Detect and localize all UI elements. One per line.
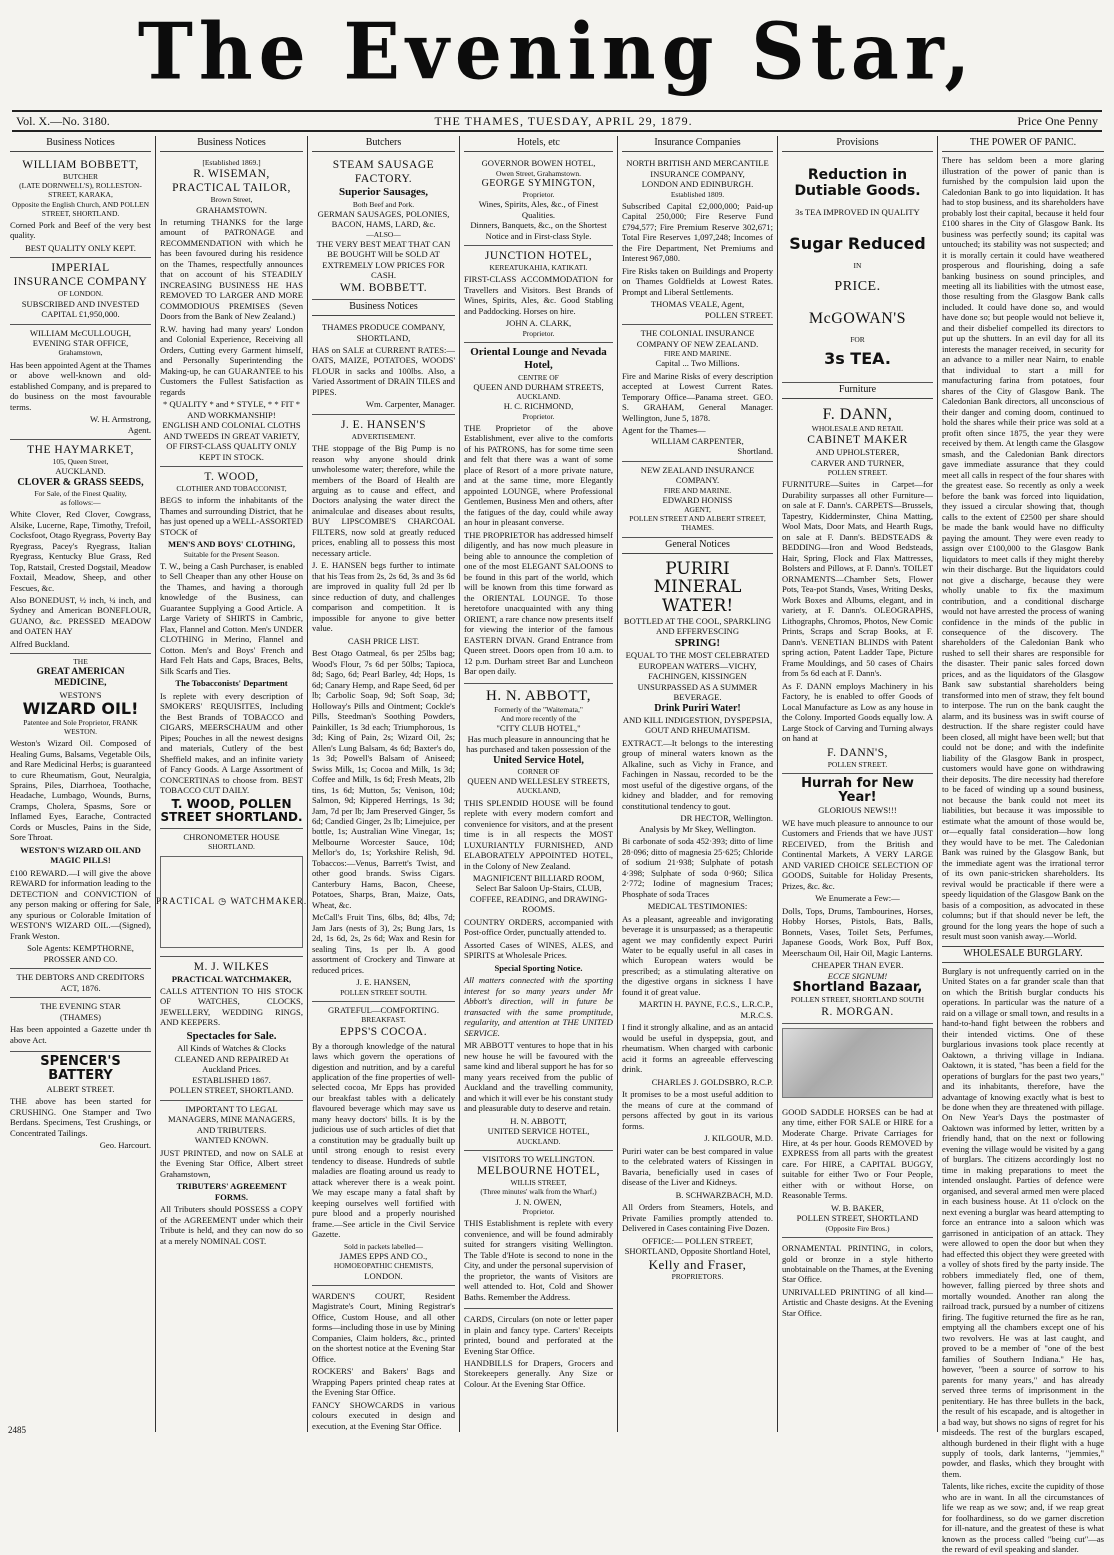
ad-spencer <box>10 1052 151 1155</box>
ad-line: as follows:— <box>60 497 101 507</box>
ad-signature: WM. BOBBETT. <box>339 281 428 294</box>
ad-title: THE HAYMARKET, <box>27 444 134 456</box>
price: Price One Penny <box>1017 113 1098 128</box>
ad-line: And more recently of the <box>500 714 577 724</box>
ad-body: All Tributers should POSSESS a COPY of the AGREEMENT under which their Tribute is held, and they can now do so at a merely NOMINAL COST. <box>160 1204 303 1246</box>
ad-line: (THAMES) <box>59 1011 102 1022</box>
ad-line: Proprietor. <box>522 1207 555 1217</box>
ad-body: All matters connected with the sporting interest for so many years under Mr Abbott's direction, will in future be transacted with the same promptitude, regularity, and attention at THE UNITED SERVICE. <box>464 975 613 1038</box>
ad-line: PROPRIETORS. <box>671 1272 724 1282</box>
article-body: There has seldom been a more glaring illustration of the power of panic than is furnished by the compulsion laid upon the Caledonian Bank to go into liquidation. It has had to stop business, and its shareholders have probably lost their capital, because it held four £100 shares in the City of Glasgow Bank. Its business was perfectly sound; its capital was untouched; its stability was not suspected; and it is morally certain it could have weathered prosperous and flourishing, doing a safe banking business on sound principles, and meeting all its liabilities with the utmost ease, those resulting from the Glasgow Bank calls included. It could have done so, and would have done so; but people would not believe it, and their disbelief compelled its directors to put up the shutters. In an evil day for all its interests the manager received, in security for an advance to a miller near Nairn, to enable that individual to start a mill for manufacturing farina from potatoes, four shares of the City of Glasgow Bank. The Caledonian Bank directors, all unconscious of their danger and coming doom, continued to hold the shares while their price was sold at a profit often since 1875, the year they were received by them. At length came the Glasgow smash, and the Caledonian Bank directors gave immediate assurance that they could meet all calls in respect of the four shares with the greatest ease. So recently as only a week before the bank was forced into liquidation, they issued a circular showing that, though calls to the extent of £2500 per share should be made the bank would have no difficulty paying the amount. They were even ready to assign over £100,000 to the Glasgow Bank liquidators to meet calls if they might thereby win their discharge. But the liquidators could not give a discharge, because they were wholly unable to fix the maximum contribution, and a conditional discharge would not have arrested the process of waning confidence in the minds of the public in consequence of the discovery. The shareholders of the Caledonian Bank who rushed to sell their shares are responsible for the disaster. Their panic sales forced down prices, and as the liquidators of the Glasgow Bank saw substantial shareholders being transformed into men of straw, they felt bound to interpose. The run on the bank caught the alarm, and its business was in swift course of destruction. If the share register could have been closed, all might have been well; but that could not be done; and with the indefinite liability of the Glasgow Bank in prospect, customers would have gone on withdrawing their deposits. The dire necessity had therefore to be faced of winding up a sound business, not because the bank could not meet its liabilities, but because it was impossible to estimate what the amount of those would be, or—equally fatal consideration—how long they would have to be met. The Caledonian Bank was ruined by the Glasgow Bank, but the immediate agent was the irrational terror of its own panic-stricken shareholders. Its revival would be practicable if there were a speedy liquidation of the Glasgow Bank on the basis of a composition, as advocated in these columns; but if that should never be left, the ground for the long years the hope of such a result must soon vanish away.—World. <box>942 155 1104 942</box>
ad-line: AND UPHOLSTERER, <box>815 447 900 458</box>
ad-title: WIZARD OIL! <box>22 699 139 719</box>
ad-signature: R. MORGAN. <box>821 1005 894 1018</box>
place-date: THE THAMES, TUESDAY, APRIL 29, 1879. <box>434 113 693 128</box>
ad-line: HOMOEOPATHIC CHEMISTS, <box>333 1261 434 1271</box>
ad-title: T. WOOD, <box>204 471 259 484</box>
ad-signature: CHARLES J. GOLDSBRO, R.C.P. <box>651 1076 773 1087</box>
ad-heading: MAGNIFICENT BILLIARD ROOM, <box>472 873 605 883</box>
ad-heading: SPRING! <box>674 636 721 649</box>
ad-new-year <box>782 774 933 1024</box>
ad-line: POLLEN STREET, SHORTLAND SOUTH <box>790 995 925 1005</box>
ad-line: GRAHAMSTOWN. <box>196 204 267 215</box>
ad-title: NORTH BRITISH AND MERCANTILE INSURANCE COMPANY, <box>626 158 769 179</box>
ad-hansen <box>312 415 455 1002</box>
ad-body: THE Proprietor of the above Establishment, ever alive to the comforts of his PATRONS, has for some time seen and felt that there was a want of some place of Resort of a more private nature, and at the same time, more Elegantly appointed LOUNGE, where Professional Gentlemen, Business Men and others, after the fatigues of the day, could while away an hour in pleasant converse. <box>464 423 613 528</box>
ad-signature: H. C. RICHMOND, <box>503 401 574 412</box>
article-title: WHOLESALE BURGLARY. <box>942 946 1104 963</box>
ad-imperial <box>10 258 151 324</box>
ad-north-british <box>622 155 773 325</box>
ad-body: WE have much pleasure to announce to our Customers and Friends that we have JUST RECEIVED, from the British and Continental Markets, A VERY LARGE AND VARIED CHOICE SELECTION OF GOODS, Suitable for Holiday Presents, Prizes, &c. &c. <box>782 817 933 891</box>
ad-body: White Clover, Red Clover, Cowgrass, Alsike, Lucerne, Rape, Timothy, Trefoil, Cocksfoot, Otago Ryegrass, Poverty Bay Ryegrass, Pacey's Ryegrass, Italian Ryegrass, Kentucky Blue Grass, Red Top, Ratstail, Crested Dogstail, Meadow Foxtail, Meadow, Sheep, and other Fescues, &c. <box>10 509 151 593</box>
ad-body: MR ABBOTT ventures to hope that in his new house he will be favoured with the same kind and liberal support he has for so many years received from the public of Auckland and the travelling community, and which it will ever be his constant study and pleasurable duty to deserve and retain. <box>464 1040 613 1114</box>
horse-carriage-illustration <box>782 1028 933 1098</box>
ad-heading: * QUALITY * and * STYLE, * * FIT * AND WORKMANSHIP! <box>162 399 300 420</box>
ad-line: AUCKLAND. <box>516 1136 561 1146</box>
ad-line: Capital ... Two Millions. <box>655 358 740 369</box>
ad-body: Fire Risks taken on Buildings and Property on Thames Goldfields at Lowest Rates. Prompt and Liberal Settlements. <box>622 265 773 297</box>
ad-body: FURNITURE—Suites in Carpet—for Durability surpasses all other Furniture—on sale at F. Dann's. CARPETS—Brussels, Tapestry, Kidderminster, China Matting, Wool Mats, Door Mats, and Hearth Rugs, on sale at F. Dann's. BEDSTEADS & BEDDING—Iron and Wood Bedsteads, Hair, Spring, Flock and Flax Mattresses, Bolsters and Pillows, at F. Dann's. TOILET ORNAMENTS—Chamber Sets, Flower Pots, Tea-pot Stands, Vases, Writing Desks, Work Boxes and Albums, elegant, and in variety, at F. Dann's. OLEOGRAPHS, Lithographs, Chromos, Photos, New Comic Prints, Scraps and Scrap Books, at F. Dann's. VENETIAN BLINDS with Patent spring action, Patent Ladder Tape, Picture Frame Mouldings, and 50 cases of Chairs from 5s 6d each at F. Dann's. <box>782 479 933 679</box>
ad-line: Proprietor. <box>522 328 555 338</box>
ad-signature: Agent. <box>127 424 151 435</box>
ad-body: McCall's Fruit Tins, 6lbs, 8d; 4lbs, 7d; Jam Jars (nests of 3), 2s; Bung Jars, 1s 2d, 1s 6d, 2s, 2s 6d; Wax and Resin for sealing Tins, 1s per lb. A good assortment of Crockery and Tinware at reduced prices. <box>312 912 455 975</box>
ad-signature: JAMES EPPS AND CO., <box>339 1250 428 1261</box>
ad-body: FIRST-CLASS ACCOMMODATION for Travellers and Visitors. Best Brands of Wines, Spirits, Ales, &c. Good Stabling and Paddocking. Horses on hire. <box>464 274 613 316</box>
ad-line: CORNER OF <box>517 766 560 776</box>
ad-line: For Sale, of the Finest Quality, <box>34 488 127 498</box>
ad-title: THE DEBTORS AND CREDITORS <box>16 972 145 983</box>
section-heading: Provisions <box>782 136 933 152</box>
ad-line: EVENING STAR OFFICE, <box>32 337 129 348</box>
ad-line: Both Beef and Pork. <box>352 199 415 209</box>
ad-body: T. W., being a Cash Purchaser, is enabled to Sell Cheaper than any other House on the Thames, and having a thorough knowledge of the Business, can Guarantee Supplying a Good Article. A Large Variety of SHIRTS in Cambric, Flax, Flannel and Cotton. Men's UNDER CLOTHING in Merino, Flannel and Cotton. Men's and Boys' French and Hard Felt Hats and Caps, Braces, Belts, Silk Scarfs and Ties. <box>160 560 303 676</box>
ad-title: GEORGE SYMINGTON, <box>481 177 596 189</box>
column-6 <box>778 136 938 1432</box>
ad-body: By a thorough knowledge of the natural laws which govern the operations of digestion and nutrition, and by a careful application of the fine properties of well-selected cocoa, Mr Epps has provided our breakfast tables with a delicately flavoured beverage which may save us many heavy doctors' bills. It is by the judicious use of such articles of diet that a constitution may be gradually built up until strong enough to resist every tendency to disease. Hundreds of subtle maladies are floating around us ready to attack wherever there is a weak point. We may escape many a fatal shaft by keeping ourselves well fortified with pure blood and a properly nourished frame.—See article in the Civil Service Gazette. <box>312 1040 455 1240</box>
ad-line: WILLIS STREET, <box>510 1178 567 1188</box>
ad-heading: Spectacles for Sale. <box>186 1029 277 1042</box>
ad-body: GOOD SADDLE HORSES can be had at any time, either FOR SALE or HIRE for a Moderate Charge. Private Carriages for Hire, at 4s per hour. Goods REMOVED by EXPRESS from all parts with the greatest care. For HIRE, a CAPITAL BUGGY, suitable for either Two or Four People, either with or without Horse, on Reasonable Terms. <box>782 1106 933 1201</box>
ad-heading: Drink Puriri Water! <box>654 702 741 714</box>
ad-signature: J. N. OWEN, <box>515 1196 562 1207</box>
ad-heading: TRIBUTERS' AGREEMENT FORMS. <box>176 1181 287 1202</box>
ad-new-zealand-insurance <box>622 462 773 538</box>
ad-title: CHRONOMETER HOUSE <box>183 831 280 842</box>
ad-body: Also BONEDUST, ½ inch, ¼ inch, and Sydney and American BONEFLOUR, GUANO, &c. PRESSED MEADOW and OATEN HAY <box>10 594 151 637</box>
ad-body: Best Otago Oatmeal, 6s per 25lbs bag; Wood's Flour, 7s 6d per 50lbs; Tapioca, 8d; Sago, 6d; Pearl Barley, 4d; Hops, 1s 6d; Canary Hemp, and Rape Seed, 6d per lb; Carbolic Soap, 9d; Soft Soap, 3d; Holloway's Pills and Ointment; Cockle's Pills, Steedman's Soothing Powders, Painkiller, 1s 3d each; Triumphorous, 1s 3d; King of Pain, 2s; Wizard Oil, 2s; Allen's Lung Balsam, 4s 6d; Baxter's do, 1s 3d; Powell's Balsam of Aniseed; Swiss Milk, 1s; Cocoa and Milk, 1s 3d; Coffee and Milk, 1s 6d; Fresh Meats, 2lb tins, 1s 6d; Mutton, 5s; Venison, 10d; Salmon, 9d; Kippered Herrings, 1s 3d; Jam, 7d per lb; Jam Preserved Ginger, 5s 6d; Candied Ginger, 2s lb; Limejuice, per bottle, 1s; Australian Wine Vinegar, 1s; Melbourne Worcester Sauce, 10d; Mellor's do, 1s; Yorkshire Relish, 9d. Tobaccos:—Venus, Barrett's Twist, and other good brands. Swiss Cigars. Canterbury Hams, Bacon, Cheese, Potatoes, Sharps, Bran, Maize, Oats, Wheat, &c. <box>312 648 455 910</box>
ad-line: "CITY CLUB HOTEL," <box>496 723 581 734</box>
ad-line: OFFICE:— POLLEN STREET, SHORTLAND, Opposite Shortland Hotel, <box>624 1235 771 1257</box>
ad-line: GRATEFUL—COMFORTING. <box>328 1004 439 1015</box>
ad-oriental-lounge <box>464 343 613 684</box>
ad-body: HANDBILLS for Drapers, Grocers and Storekeepers generally. Any Size or Colour. At the Evening Star Office. <box>464 1357 613 1389</box>
ad-line: AUCKLAND. <box>55 466 106 477</box>
ad-printing <box>312 1286 455 1437</box>
ad-title: Oriental Lounge and Nevada Hotel, <box>470 345 607 372</box>
column-7 <box>938 136 1108 1555</box>
ad-line: Patentee and Sole Proprietor, FRANK WESTON. <box>23 717 138 736</box>
ad-line: (Opposite Fire Bros.) <box>825 1223 890 1233</box>
volume-number: Vol. X.—No. 3180. <box>16 113 110 128</box>
ad-wizard-oil <box>10 654 151 969</box>
section-heading: Furniture <box>782 383 933 399</box>
ad-body: Is replete with every description of SMOKERS' REQUISITES, Including the Best Brands of TOBACCO and CIGARS, MEERSCHAUM and other Pipes; Pouches in all the newest designs and materials, Cutlery of the best Sheffield makes, and an infinite variety of Fancy Goods. A Large Assortment of CONCERTINAS to choose from. BEST TOBACCO CUT DAILY. <box>160 690 303 796</box>
ad-body: BEGS to inform the inhabitants of the Thames and surrounding District, that he has just opened up a WELL-ASSORTED STOCK of <box>160 495 303 537</box>
ad-line: Opposite the English Church, AND POLLEN STREET, SHORTLAND. <box>11 199 150 218</box>
ad-line: (Three minutes' walk from the Wharf,) <box>480 1187 597 1197</box>
ad-line: THE VERY BEST MEAT THAT CAN BE BOUGHT Will be SOLD AT EXTREMELY LOW PRICES FOR CASH. <box>316 238 451 281</box>
ad-title: MELBOURNE HOTEL, <box>477 1165 600 1178</box>
column-3 <box>308 136 460 1432</box>
ad-line: ESTABLISHED 1867. <box>192 1074 271 1085</box>
ad-title: M. J. WILKES <box>193 960 270 973</box>
ad-subtitle: CLOTHIER AND TOBACCONIST, <box>176 484 287 494</box>
ad-line: Suitable for the Present Season. <box>183 549 280 559</box>
ad-body: ORNAMENTAL PRINTING, in colors, gold or bronze in a style hitherto unobtainable on the Thames, at the Evening Star Office. <box>782 1243 933 1285</box>
ad-signature: MARTIN H. PAYNE, F.C.S., L.R.C.P., M.R.C.S. <box>638 999 773 1020</box>
section-heading: Insurance Companies <box>622 136 773 152</box>
ad-signature: F. DANN'S, <box>827 746 888 759</box>
ad-line: AGENT, <box>684 505 711 515</box>
section-heading: Butchers <box>312 136 455 152</box>
ad-line: FIRE AND MARINE. <box>663 349 732 359</box>
column-4 <box>460 136 618 1432</box>
ad-line: IN <box>853 261 862 271</box>
ad-line: Wines, Spirits, Ales, &c., of Finest Qualities. <box>478 199 599 220</box>
ad-title: IMPORTANT TO LEGAL MANAGERS, MINE MANAGERS, AND TRIBUTERS. <box>167 1103 295 1135</box>
ad-signature: EDWARD HONISS <box>662 494 733 505</box>
ad-melbourne-hotel <box>464 1151 613 1309</box>
ad-body: THIS Establishment is replete with every convenience, and will be found admirably suited for strangers visiting Wellington. The Table d'Hote is second to none in the City, and under the personal supervision of the proprietor, the wants of Visitors are well attended to. Hot, Cold and Shower Baths. Remember the Address. <box>464 1218 613 1302</box>
ad-line: (LATE DORNWELL'S), ROLLESTON-STREET, KARAKA, <box>19 181 142 200</box>
ad-bobbett <box>10 155 151 258</box>
ad-line: BOTTLED AT THE COOL, SPARKLING AND EFFERVESCING <box>623 615 772 637</box>
ad-heading: Sugar Reduced <box>789 234 926 254</box>
ad-title: THE EVENING STAR <box>40 1001 121 1012</box>
ad-mcgowan <box>782 155 933 382</box>
ad-heading: WESTON'S WIZARD OIL AND MAGIC PILLS! <box>20 844 141 866</box>
ad-signature: Sole Agents: KEMPTHORNE, PROSSER AND CO. <box>27 943 134 964</box>
ad-line: GERMAN SAUSAGES, POLONIES, BACON, HAMS, LARD, &c. <box>317 208 450 230</box>
ad-legal <box>160 1101 303 1252</box>
ad-line: POLLEN STREET. <box>827 468 888 478</box>
ad-body: THE stoppage of the Big Pump is no reason why anyone should drink unwholesome water; therefore, while the members of the Board of Health are arguing as to cause and effect, and Doctors analysing the water direct the animalculae and diseases about results, BUY LIPSCOMBE'S CHARCOAL FILTERS, now sold at greatly reduced prices, enabling all to possess this most necessary article. <box>312 443 455 558</box>
ad-line: Proprietor. <box>522 190 555 199</box>
ad-line: KEREATUKAHIA, KATIKATI. <box>489 263 588 273</box>
ad-wilkes <box>160 957 303 1101</box>
ad-title: JUNCTION HOTEL, <box>484 250 593 263</box>
ad-body: Weston's Wizard Oil. Composed of Healing Gums, Balsams, Vegetable Oils, and Rare Medicinal Herbs; is guaranteed to cure Rheumatism, Gout, Neuralgia, Sprains, Piles, Diarrhoea, Toothache, Headache, Lumbago, Wounds, Burns, Cramps, Cholera, Spasms, Sore or Inflamed Eyes, Earache, Contracted Cords or Muscles, Pains in the Side, Sore Throat. <box>10 738 151 843</box>
section-heading: Business Notices <box>10 136 151 152</box>
ad-line: UNITED SERVICE HOTEL, <box>487 1126 590 1137</box>
ad-line: CENTRE OF <box>518 372 559 382</box>
ad-heading: GREAT AMERICAN MEDICINE, <box>36 666 125 689</box>
ad-title: Reduction in Dutiable Goods. <box>794 167 921 199</box>
masthead-title: The Evening Star, <box>137 6 977 98</box>
ad-line: THE <box>73 657 88 667</box>
ad-line: CAPITAL £1,950,000. <box>41 309 120 320</box>
article-title: THE POWER OF PANIC. <box>942 136 1104 152</box>
ad-body: Has been appointed a Gazette under th above Act. <box>10 1024 151 1045</box>
clock-vignette: PRACTICAL ◷ WATCHMAKER. <box>160 856 303 948</box>
article-body: Burglary is not unfrequently carried on in the United States on a far grander scale than that on which the British burglar conducts his operations. In particular was the nature of a raid on a village or small town, and results in a hand-to-hand fight between the robbers and their intended victims. One of these burglarious invasions took place recently at Oaktown, a thriving village in Indiana. Oaktown, it is stated, "has been a field for the operations of burglars for the past two years," and its inhabitants, therefore, have the advantage of knowing exactly what is best to be done when they are threatened with pillage. On New Year's Days the postmaster of Oaktown was informed by letter, written by a friendly hand, that on the next or following evening the village would be visited by a gang of burglars. The citizens accordingly lost no time in making preparations to meet the intended onslaught. Parties of defence were organised, and several armed men were placed in each business house. At 11 o'clock on the next evening a burglar was heard attempting to force an entrance into a saloon which was garrisoned in anticipation of an attack. They were allowed to open the door but when they had effected this object they were greeted with a volley of shots fired by the party inside. The robbers immediately fled, one of them, however, falling pierced by three shots and mortally wounded. Another ran along the railroad track, pursued by a number of citizens firing. The fugitive returned the fire as he ran, emptying all the chambers except one of his two revolvers. He was at last caught, and proved to be a member of "one of the best families of Southern Indiana." He has, however, "been a source of sorrow to his parents for many years," and has already served three terms of imprisonment in the penitentiary. He has three bullets in the back, the result of his escapade, and is altogether in a bad way, but shows no signs of regret for his misdeeds. The rest of the burglars escaped, although burdened in their flight with a huge supply of tools, dark lanterns, "jemmies," powder, and flasks, which they brought with them. <box>942 965 1104 1479</box>
column-1 <box>6 136 156 1432</box>
ad-junction-hotel <box>464 246 613 343</box>
ad-heading: United Service Hotel, <box>493 754 584 766</box>
ad-body: As a pleasant, agreeable and invigorating beverage it is unsurpassed; as a therapeutic agent we may confidently expect Puriri Water to be equally useful in all cases in which European waters would be prescribed; as a stimulating alterative on the digestive organs in sickness I have found it of great value. <box>622 913 773 997</box>
ad-body: WARDEN'S COURT, Resident Magistrate's Court, Mining Registrar's Office, Custom House, and all other forms—including those in use by Mining Companies, Claim holders, &c., printed on the shortest notice at the Evening Star Office. <box>312 1290 455 1364</box>
ad-line: —ALSO— <box>366 229 401 239</box>
ad-body: Subscribed Capital £2,000,000; Paid-up Capital 250,000; Fire Reserve Fund £794,577; Fire Premium Reserve 302,671; Total Fire Reserves 1,097,248; Incomes of the Fire Department, Net Premiums and Interest 967,080. <box>622 200 773 264</box>
ad-line: CARVER AND TURNER, <box>811 457 904 468</box>
ad-mccullough <box>10 325 151 441</box>
ad-title: EPPS'S COCOA. <box>339 1025 428 1038</box>
ad-title: GOVERNOR BOWEN HOTEL, <box>481 158 596 169</box>
ad-body: I find it strongly alkaline, and as an antacid would be useful in dyspepsia, gout, and rheumatism. When charged with carbonic acid it forms an agreeable effervescing drink. <box>622 1022 773 1075</box>
ad-haymarket <box>10 440 151 654</box>
ad-heading: GLORIOUS NEWS!!! <box>818 805 897 816</box>
ad-body: THE above has been started for CRUSHING. One Stamper and Two Berdans. Specimens, Test Crushings, or Concentrated Tailings. <box>10 1096 151 1138</box>
ad-line: EQUAL TO THE MOST CELEBRATED EUROPEAN WATERS—VICHY, FACHINGEN, KISSINGEN <box>625 650 770 682</box>
ad-puriri <box>622 557 773 1286</box>
ad-dann <box>782 402 933 774</box>
ad-signature: McGOWAN'S <box>808 310 907 328</box>
ad-signature: Geo. Harcourt. <box>99 1140 151 1151</box>
ad-line: Select Bar Saloon Up-Stairs, CLUB, COFFEE, READING, and DRAWING-ROOMS. <box>469 883 608 915</box>
ad-title: STEAM SAUSAGE FACTORY. <box>332 159 435 186</box>
ad-tagline: BEST QUALITY ONLY KEPT. <box>25 242 136 253</box>
ad-heading: Shortland Bazaar, <box>792 980 923 996</box>
ad-line: UNSURPASSED AS A SUMMER BEVERAGE. <box>637 681 758 703</box>
ad-debtors <box>10 969 151 998</box>
ad-body: All Orders from Steamers, Hotels, and Private Families promptly attended to. Delivered in Cases containing Five Dozen. <box>622 1202 773 1234</box>
ad-signature: J. KILGOUR, M.D. <box>704 1133 773 1144</box>
ad-body: Puriri water can be best compared in value to the celebrated waters of Kissingen in Bavaria, beneficially used in cases of disease of the Liver and Kidneys. <box>622 1145 773 1188</box>
ad-cards <box>464 1309 613 1395</box>
ad-body: Dolls, Tops, Drums, Tambourines, Horses, Hobby Horses, Pistols, Bats, Balls, Bonnets, Vases, Toilet Sets, Perfumes, Japanese Goods, Work Box, Puff Box, Meerschaum Oil, Hair Oil, Magic Lanterns. <box>782 905 933 958</box>
ad-heading: WANTED KNOWN. <box>194 1135 269 1146</box>
ad-body: CALLS ATTENTION TO HIS STOCK OF WATCHES, CLOCKS, JEWELLERY, WEDDING RINGS, AND KEEPERS. <box>160 986 303 1028</box>
ad-heading: CLOVER & GRASS SEEDS, <box>17 476 144 488</box>
ad-line: Formerly of the "Waitemata," <box>494 704 583 714</box>
section-heading: Hotels, etc <box>464 136 613 152</box>
ad-sign: T. WOOD, POLLEN STREET SHORTLAND. <box>160 796 303 824</box>
ad-heading: MEDICAL TESTIMONIES: <box>647 901 748 912</box>
ad-title: PRACTICAL TAILOR, <box>172 182 291 195</box>
ad-body: THE PROPRIETOR has addressed himself diligently, and has now much pleasure in being able to announce the completion of one of the most ELEGANT SALOONS to be found in this part of the world, which will be known from this time forward as the ORIENTAL LOUNGE. To those heretofore unacquainted with any thing ORIENT, a rare chance now presents itself for viewing the interior of the famous EASTERN DIVAN. Grand Entrance from Queen street. Doors open from 10 a.m. to 12 p.m. Durham street Bar and Luncheon Bar open daily. <box>464 529 613 677</box>
ad-title: THE COLONIAL INSURANCE COMPANY OF NEW ZEALAND. <box>636 328 759 349</box>
ad-produce <box>312 319 455 415</box>
ad-body: EXTRACT.—It belongs to the interesting group of mineral waters known as the Alkaline, such as Vichy in France, and Fachingen in Nassau, recorded to be the most useful of the digestive organs, of the kidney and bladder, and for removing constitutional tendency to gout. <box>622 737 773 811</box>
ad-steam-sausage <box>312 155 455 300</box>
ad-title: THAMES PRODUCE COMPANY, SHORTLAND, <box>322 322 445 343</box>
ad-signature: JOHN A. CLARK, <box>505 318 572 329</box>
ad-subtitle: ADVERTISEMENT. <box>351 431 416 441</box>
ad-chronometer <box>155 829 308 957</box>
ad-title: SPENCER'S <box>40 1054 121 1070</box>
article-body: Talents, like riches, excite the cupidity of those who are in want. In all the circumstances of life we reap as we sow; and, if we reap great for foolhardiness, so do we garner discretion for ill-nature, and the greatest of these is what known as the process called "being cut"—as the reward of evil speaking and slander. <box>942 1481 1104 1555</box>
page-footer-number: 2485 <box>8 1425 26 1435</box>
section-heading: General Notices <box>622 538 773 554</box>
ad-line: FOR <box>850 334 865 344</box>
ad-body: COUNTRY ORDERS, accompanied with Post-office Order, punctually attended to. <box>464 916 613 938</box>
ad-line: ALBERT STREET. <box>46 1083 115 1094</box>
ad-epps-cocoa <box>312 1002 455 1286</box>
ad-line: LONDON AND EDINBURGH. <box>641 179 754 190</box>
section-heading: Business Notices <box>160 136 303 152</box>
ad-title: H. N. ABBOTT, <box>486 687 591 704</box>
ad-body: Corned Pork and Beef of the very best quality. <box>10 219 151 241</box>
ad-title: INSURANCE COMPANY <box>13 276 148 289</box>
columns <box>6 136 1108 1555</box>
ad-line: BREAKFAST. <box>361 1015 406 1025</box>
ad-line: Sold in packets labelled— <box>344 1241 423 1251</box>
ad-body: J. E. HANSEN begs further to intimate that his Teas from 2s, 2s 6d, 3s and 3s 6d are improved in quality full 2d per lb since reduction of duty, and challenges comparison and competition. It is impossible for anyone to give better value. <box>312 560 455 634</box>
ad-line: ECCE SIGNUM! <box>827 970 888 981</box>
ad-signature: Wm. Carpenter, Manager. <box>365 399 455 410</box>
ad-subtitle: BUTCHER <box>62 172 98 182</box>
ad-body: Fire and Marine Risks of every description accepted at Lowest Current Rates. Temporary Office—Panama street. GEO. S. GRAHAM, General Manager. Wellington, June 5, 1878. <box>622 370 773 423</box>
ad-body: UNRIVALLED PRINTING of all kind—Artistic and Chaste designs. At the Evening Star Office. <box>782 1286 933 1318</box>
ad-line: Dinners, Banquets, &c., on the Shortest Notice and in First-class Style. <box>470 220 607 241</box>
ad-subtitle: OF LONDON. <box>58 289 103 299</box>
ad-title: NEW ZEALAND INSURANCE COMPANY. <box>640 464 755 486</box>
ad-heading: PRICE. <box>834 279 881 295</box>
ad-line: QUEEN AND WELLESLEY STREETS, <box>467 775 610 786</box>
ad-body: JUST PRINTED, and now on SALE at the Evening Star Office, Albert street Grahamstown, <box>160 1147 303 1179</box>
ad-line: QUEEN AND DURHAM STREETS, <box>473 381 604 392</box>
ad-line: Owen Street, Grahamstown. <box>496 168 581 178</box>
ad-signature: THOMAS VEALE, Agent, <box>650 299 745 310</box>
ad-body: As F. DANN employs Machinery in his Factory, he is enabled to offer Goods of Local Manufacture as Low as any house in the Colony. Imported Goods equally low. A Large Stock of Carving and Turning always on hand at <box>782 680 933 744</box>
ad-line: WHOLESALE AND RETAIL <box>811 424 904 434</box>
ad-heading: The Tobacconists' Department <box>175 678 288 689</box>
ad-heading: CABINET MAKER <box>807 434 908 447</box>
ad-line: Agent for the Thames— <box>622 425 706 436</box>
ad-line: POLLEN STREET. <box>827 759 888 769</box>
ad-line: We Enumerate a Few:— <box>815 893 900 904</box>
ad-line: Has much pleasure in announcing that he has purchased and taken possession of the <box>466 733 611 755</box>
ad-signature: W. H. Armstrong, <box>89 414 151 425</box>
ad-line: VISITORS TO WELLINGTON. <box>482 1153 595 1164</box>
ad-line: POLLEN STREET. <box>704 309 773 320</box>
ad-body: £100 REWARD.—I will give the above REWARD for information leading to the DETECTION and CONVICTION of any person making or offering for Sale, any spurious or Colorable Imitation of WESTON'S WIZARD OIL.—(Signed), Frank Weston. <box>10 867 151 941</box>
ad-title: R. WISEMAN, <box>193 168 270 181</box>
ad-subtitle: PRACTICAL WATCHMAKER, <box>171 973 292 984</box>
ad-baker <box>782 1102 933 1238</box>
column-2 <box>156 136 308 1432</box>
ad-title: PURIRI MINERAL WATER! <box>653 558 742 617</box>
ad-line: Established 1809. <box>670 189 725 199</box>
ad-line: SHORTLAND. <box>208 842 255 852</box>
ad-line: [Established 1869.] <box>202 158 261 168</box>
ad-line: POLLEN STREET, SHORTLAND <box>796 1213 919 1224</box>
ad-line: LONDON. <box>364 1270 403 1281</box>
ad-title: WILLIAM BOBBETT, <box>22 159 139 172</box>
ad-body: CARDS, Circulars (on note or letter paper in plain and fancy type. Carters' Receipts printed, bound and perforated at the Evening Star Office. <box>464 1314 613 1356</box>
ad-body: It promises to be a most useful addition to the means of cure at the command of persons affected by gout in its various forms. <box>622 1089 773 1131</box>
ad-line: FIRE AND MARINE. <box>663 485 732 495</box>
section-heading: Business Notices <box>312 300 455 316</box>
ad-line: AND KILL INDIGESTION, DYSPEPSIA, GOUT AND RHEUMATISM. <box>622 714 773 736</box>
ad-line: 105, Queen Street, <box>52 457 109 467</box>
ad-heading: 3s TEA. <box>824 348 891 368</box>
ad-line: SUBSCRIBED AND INVESTED <box>21 298 140 309</box>
ad-body: Bi carbonate of soda 452·393; ditto of lime 28·096; ditto of magnesia 25·625; Chloride of sodium 21·938; Sulphate of potash 4·398; Sulphate of soda 0·960; Silica 2·772; Iodine of magnesium Traces; Phosphate of soda Traces <box>622 836 773 899</box>
ad-title: Hurrah for New Year! <box>801 775 914 806</box>
ad-heading: MEN'S AND BOYS' CLOTHING, <box>167 539 296 550</box>
ad-body: In returning THANKS for the large amount of PATRONAGE and RECOMMENDATION with which he has been favoured during his residence on the Thames, respectfully announces that on account of his STEADILY INCREASING BUSINESS HE HAS REMOVED TO LARGER AND MORE COMMODIOUS PREMISES (Seven Doors from the Bank of New Zealand.) <box>160 216 303 322</box>
ad-body: ROCKERS' and Bakers' Bags and Wrapping Papers printed cheap rates at the Evening Star Office. <box>312 1366 455 1398</box>
ad-ornamental-printing <box>782 1238 933 1324</box>
ad-body: FANCY SHOWCARDS in various colours executed in design and execution, at the Evening Star Office. <box>312 1399 455 1431</box>
ad-signature: WILLIAM CARPENTER, <box>651 435 744 446</box>
ad-line: WESTON'S <box>59 689 102 700</box>
ad-body: Assorted Cases of WINES, ALES, and SPIRITS at Wholesale Prices. <box>464 939 613 961</box>
ad-body: R.W. having had many years' London and Colonial Experience, Receiving all Orders, Cutting every Garment himself, and Personally Superintending the Making-up, he can GUARANTEE to his Customers the Fullest Satisfaction as regards <box>160 323 303 397</box>
ad-line: All Kinds of Watches & Clocks CLEANED AND REPAIRED At Auckland Prices. <box>174 1043 289 1075</box>
ad-title: F. DANN, <box>822 405 893 423</box>
ad-line: ENGLISH AND COLONIAL CLOTHS AND TWEEDS IN GREAT VARIETY, OF FIRST-CLASS QUALITY ONLY KEPT IN STOCK. <box>162 420 301 462</box>
ad-signature: W. B. BAKER, <box>831 1202 884 1213</box>
ad-line: ACT, 1876. <box>60 982 101 993</box>
ad-line: CHEAPER THAN EVER. <box>811 960 904 971</box>
ad-heading: Special Sporting Notice. <box>494 962 583 973</box>
ad-abbott <box>464 684 613 1151</box>
ad-body: HAS on SALE at CURRENT RATES:— OATS, MAIZE, POTATOES, WOODS' FLOUR in sacks and 100lbs. Also, a Varied Assortment of DRAIN TILES and PIPES. <box>312 344 455 397</box>
ad-title: J. E. HANSEN'S <box>340 418 427 431</box>
ad-body: THIS SPLENDID HOUSE will be found replete with every modern comfort and convenience for visitors, and at the present time is in all respects the MOST LUXURIANTLY FURNISHED, AND ELABORATELY APPOINTED HOTEL, in the Colony of New Zealand. <box>464 797 613 871</box>
ad-line: POLLEN STREET SOUTH. <box>340 987 427 997</box>
ad-signature: B. SCHWARZBACH, M.D. <box>675 1189 773 1200</box>
ad-wood <box>160 467 303 829</box>
ad-title: BATTERY <box>48 1068 113 1084</box>
ad-signature: H. N. ABBOTT, <box>510 1115 567 1126</box>
ad-line: Brown Street, <box>210 195 253 205</box>
ad-evening-star-gazette <box>10 998 151 1052</box>
ad-line: 3s TEA IMPROVED IN QUALITY <box>795 206 920 217</box>
dateline <box>12 110 1102 132</box>
ad-line: POLLEN STREET, SHORTLAND. <box>169 1085 294 1096</box>
ad-signature: DR HECTOR, Wellington. <box>680 813 773 824</box>
ad-wiseman <box>160 155 303 467</box>
vignette-label: WATCHMAKER. <box>230 896 308 907</box>
ad-line: Proprietor. <box>522 411 555 421</box>
ad-line: Shortland. <box>737 446 773 457</box>
ad-line: POLLEN STREET AND ALBERT STREET, THAMES. <box>629 514 766 533</box>
ad-governor-bowen <box>464 155 613 246</box>
column-5 <box>618 136 778 1432</box>
ad-title: IMPERIAL <box>51 262 110 275</box>
ad-title: WILLIAM McCULLOUGH, <box>29 327 132 338</box>
ad-line: AUCKLAND. <box>516 392 561 402</box>
ad-signature: J. E. HANSEN, <box>356 977 411 988</box>
ad-line: Analysis by Mr Skey, Wellington. <box>639 823 756 834</box>
ad-signature: Alfred Buckland. <box>10 638 70 649</box>
ad-colonial <box>622 325 773 461</box>
vignette-label: PRACTICAL <box>155 896 215 907</box>
ad-line: Grahamstown, <box>58 348 103 358</box>
ad-signature: Kelly and Fraser, <box>648 1256 747 1272</box>
ad-heading: CASH PRICE LIST. <box>347 635 420 646</box>
ad-line: AUCKLAND, <box>516 786 561 796</box>
ad-body: Has been appointed Agent at the Thames or above well-known and old-established Company, and is prepared to do business on the most favourable terms. <box>10 359 151 412</box>
ad-heading: Superior Sausages, <box>338 186 429 199</box>
